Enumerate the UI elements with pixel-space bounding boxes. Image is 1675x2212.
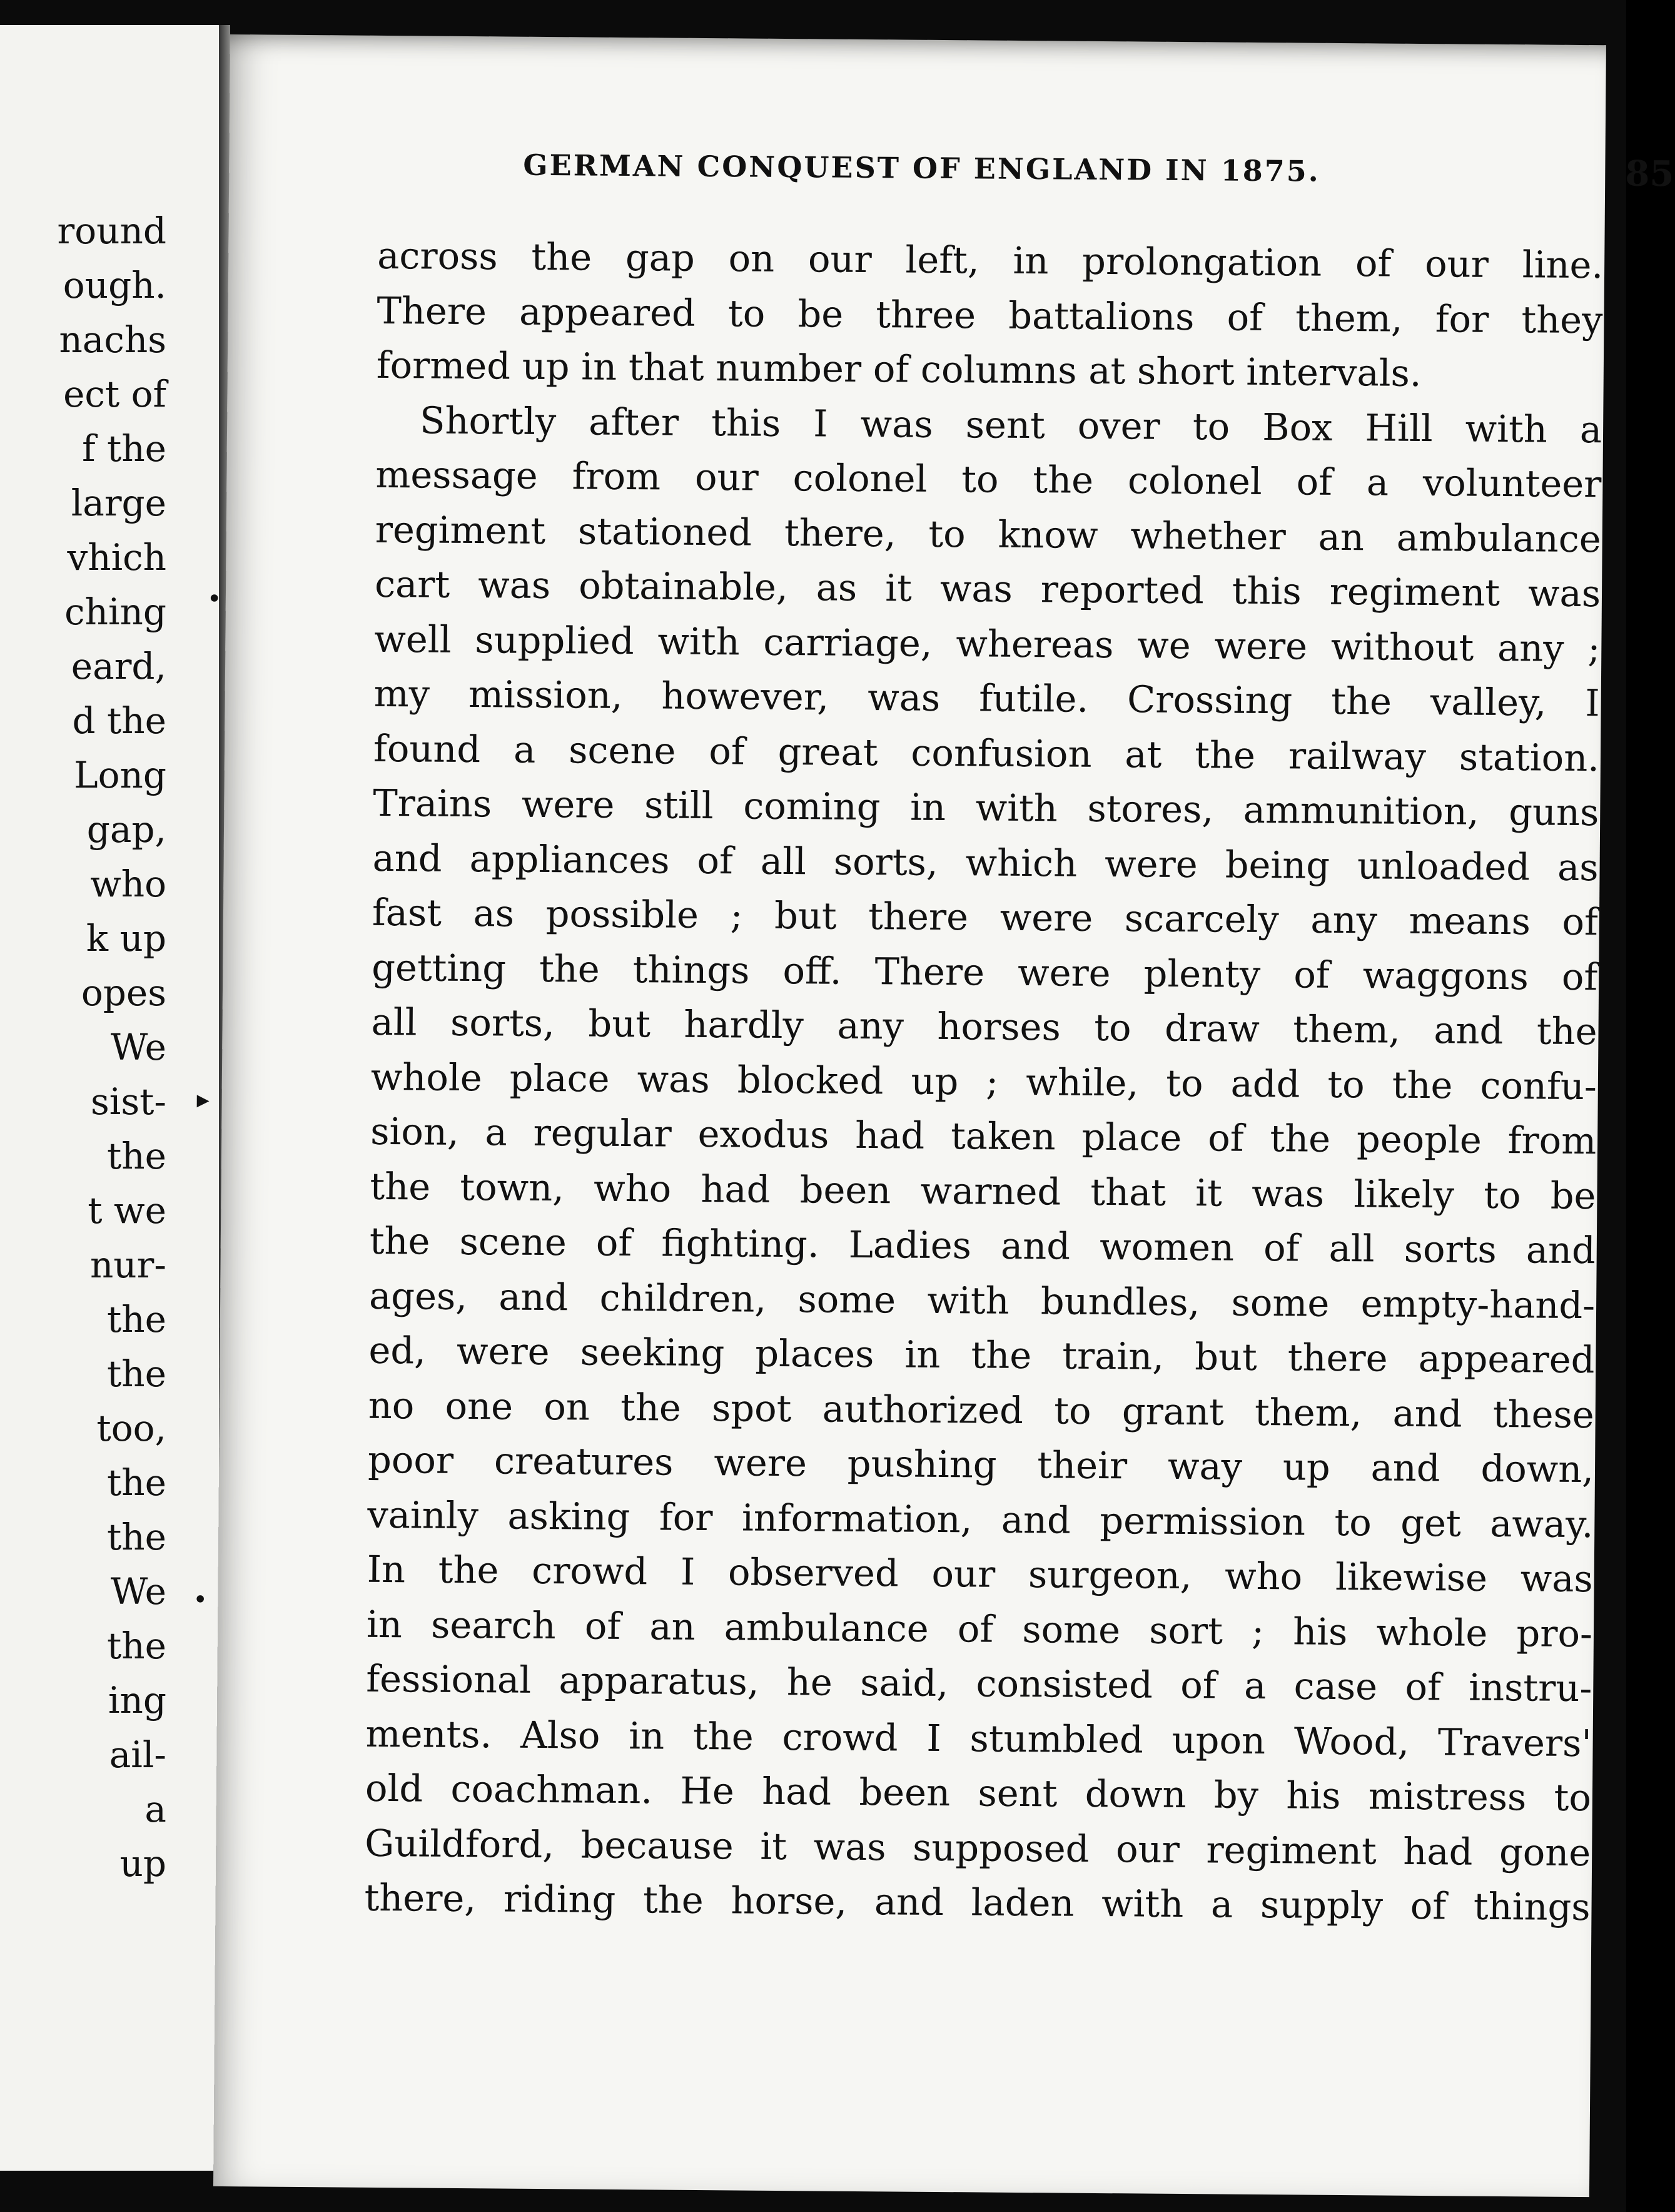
text-line: there, riding the horse, and laden with a supply of things — [364, 1875, 1591, 1929]
text-line: fast as possible ; but there were scarcely any means of — [372, 890, 1599, 944]
facing-line: ough. — [63, 264, 166, 307]
facing-line: who — [90, 863, 166, 905]
text-line: in search of an ambulance of some sort ; his whole pro- — [366, 1602, 1593, 1655]
running-head — [523, 148, 1674, 201]
body-text — [364, 228, 1603, 1935]
facing-line: vhich — [67, 536, 166, 579]
facing-line: eard, — [71, 645, 166, 687]
facing-line: the — [107, 1461, 166, 1504]
text-line: poor creatures were pushing their way up and down, — [367, 1438, 1594, 1491]
margin-mark: • — [193, 1585, 208, 1615]
facing-line: the — [107, 1298, 166, 1341]
text-line: vainly asking for information, and permission to get away. — [367, 1493, 1594, 1546]
facing-line: ail- — [109, 1733, 166, 1776]
facing-line: too, — [96, 1407, 166, 1449]
text-line: sion, a regular exodus had taken place of the people from — [370, 1109, 1597, 1163]
text-line: the town, who had been warned that it was likely to be — [370, 1164, 1596, 1217]
facing-line: ing — [108, 1679, 166, 1722]
facing-line: up — [119, 1842, 166, 1885]
text-line: the scene of fighting. Ladies and women of all sorts and — [369, 1219, 1596, 1272]
facing-line: opes — [81, 972, 166, 1014]
text-line: formed up in that number of columns at short intervals. — [376, 343, 1422, 395]
text-line: Shortly after this I was sent over to Box Hill with a — [419, 398, 1602, 451]
facing-line: ect of — [63, 373, 166, 415]
facing-line: d the — [72, 699, 166, 742]
facing-line: t we — [88, 1189, 166, 1232]
margin-mark: ▸ — [196, 1085, 210, 1114]
running-title: GERMAN CONQUEST OF ENGLAND IN 1875. — [523, 148, 1320, 188]
margin-mark: • — [206, 584, 222, 614]
text-line: cart was obtainable, as it was reported this regiment was — [374, 562, 1601, 616]
text-line: my mission, however, was futile. Crossing the valley, I — [373, 671, 1600, 725]
facing-page — [0, 25, 225, 2171]
text-line: ed, were seeking places in the train, but there appeared — [368, 1328, 1595, 1382]
facing-line: the — [107, 1625, 166, 1667]
text-line: no one on the spot authorized to grant them, and these — [368, 1383, 1595, 1436]
facing-line: a — [144, 1788, 166, 1830]
facing-line: the — [107, 1135, 166, 1177]
facing-line: large — [71, 482, 166, 524]
facing-line: We — [110, 1570, 166, 1613]
facing-line: nachs — [59, 318, 166, 361]
facing-line: Long — [74, 754, 166, 796]
text-line: across the gap on our left, in prolongation of our line. — [377, 233, 1604, 287]
text-line: Trains were still coming in with stores, ammunition, guns — [373, 781, 1599, 835]
text-line: ages, and children, some with bundles, some empty-hand- — [368, 1274, 1596, 1327]
text-line: fessional apparatus, he said, consisted of a case of instru- — [366, 1656, 1592, 1710]
facing-line: round — [57, 210, 166, 252]
text-line: found a scene of great confusion at the railway station. — [373, 726, 1600, 779]
text-line: In the crowd I observed our surgeon, who likewise was — [367, 1547, 1593, 1601]
page-number: 85 — [1625, 153, 1674, 195]
text-line: There appeared to be three battalions of them, for they — [377, 288, 1603, 342]
book-page — [193, 34, 1674, 2197]
text-line: well supplied with carriage, whereas we were without any ; — [374, 617, 1601, 670]
text-line: and appliances of all sorts, which were being unloaded as — [372, 836, 1599, 889]
text-line: ments. Also in the crowd I stumbled upon Wood, Travers' — [365, 1712, 1592, 1765]
text-line: all sorts, but hardly any horses to draw them, and the — [371, 1000, 1597, 1053]
facing-line: gap, — [86, 808, 166, 851]
facing-line: k up — [86, 917, 166, 960]
text-line: message from our colonel to the colonel of a volunteer — [375, 452, 1602, 506]
facing-line: nur- — [89, 1244, 166, 1286]
text-line: old coachman. He had been sent down by his mistress to — [365, 1766, 1592, 1820]
text-line: regiment stationed there, to know whether an ambulance — [375, 507, 1602, 561]
text-line: Guildford, because it was supposed our regiment had gone — [365, 1821, 1591, 1874]
facing-line: We — [110, 1026, 166, 1068]
facing-line: sist- — [91, 1080, 166, 1123]
text-line: getting the things off. There were plenty of waggons of — [372, 945, 1598, 998]
text-line: whole place was blocked up ; while, to add to the confu- — [370, 1055, 1597, 1108]
facing-line: ching — [64, 591, 166, 633]
facing-line: f the — [82, 427, 166, 470]
facing-line: the — [107, 1352, 166, 1395]
facing-line: the — [107, 1516, 166, 1558]
